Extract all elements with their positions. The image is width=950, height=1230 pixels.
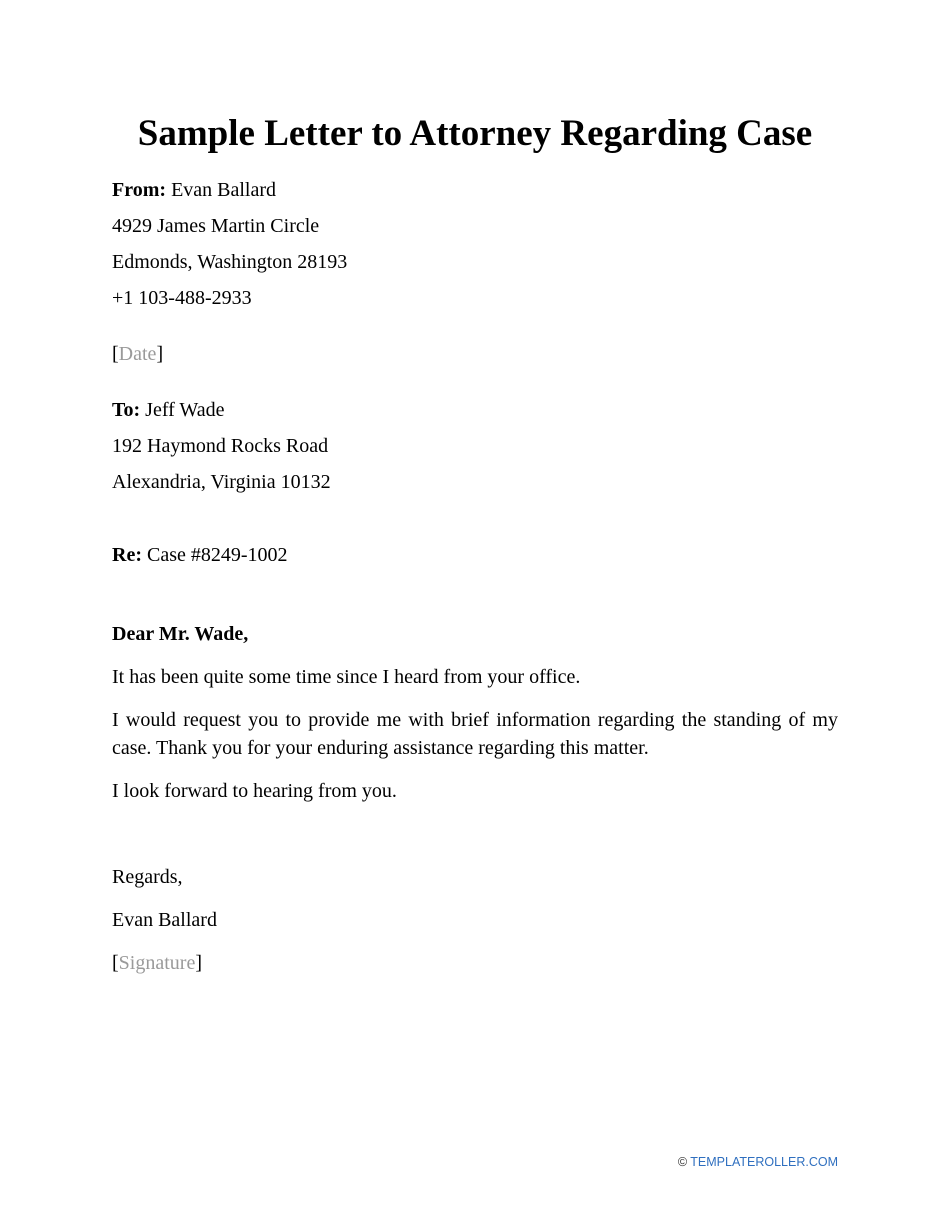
date-placeholder: Date [118, 343, 157, 365]
body-paragraph-3: I look forward to hearing from you. [112, 780, 397, 802]
recipient-name-line [112, 396, 224, 424]
footer-credit [678, 1153, 838, 1171]
signature-placeholder: Signature [118, 952, 196, 974]
date-close-bracket: ] [156, 343, 164, 365]
from-label: From: [112, 179, 167, 201]
copyright-icon: © [677, 1155, 688, 1169]
recipient-name: Jeff Wade [145, 399, 225, 421]
templateroller-link[interactable]: TEMPLATEROLLER.COM [690, 1155, 838, 1169]
salutation: Dear Mr. Wade, [112, 623, 249, 645]
date-field[interactable] [112, 340, 163, 368]
to-label: To: [112, 399, 141, 421]
sender-name: Evan Ballard [171, 179, 277, 201]
body-paragraph-2: I would request you to provide me with brief information regarding the standing of my case. Thank you for your enduring assistance regarding this matter. [112, 709, 838, 759]
closing-name: Evan Ballard [112, 909, 217, 931]
recipient-address-line2: Alexandria, Virginia 10132 [112, 471, 331, 493]
sender-name-line [112, 176, 276, 204]
signature-open-bracket: [ [112, 952, 119, 974]
date-open-bracket: [ [112, 343, 119, 365]
valediction: Regards, [112, 866, 183, 888]
sender-phone: +1 103-488-2933 [112, 287, 252, 309]
sender-address-line2: Edmonds, Washington 28193 [112, 251, 348, 273]
body-paragraph-1: It has been quite some time since I heard from your office. [112, 666, 581, 688]
reference-line [112, 541, 288, 569]
re-label: Re: [112, 544, 142, 566]
page-title: Sample Letter to Attorney Regarding Case [137, 113, 813, 154]
recipient-address-line1: 192 Haymond Rocks Road [112, 435, 329, 457]
reference-value: Case #8249-1002 [146, 544, 288, 566]
sender-address-line1: 4929 James Martin Circle [112, 215, 320, 237]
signature-field[interactable] [112, 949, 202, 977]
signature-close-bracket: ] [195, 952, 202, 974]
